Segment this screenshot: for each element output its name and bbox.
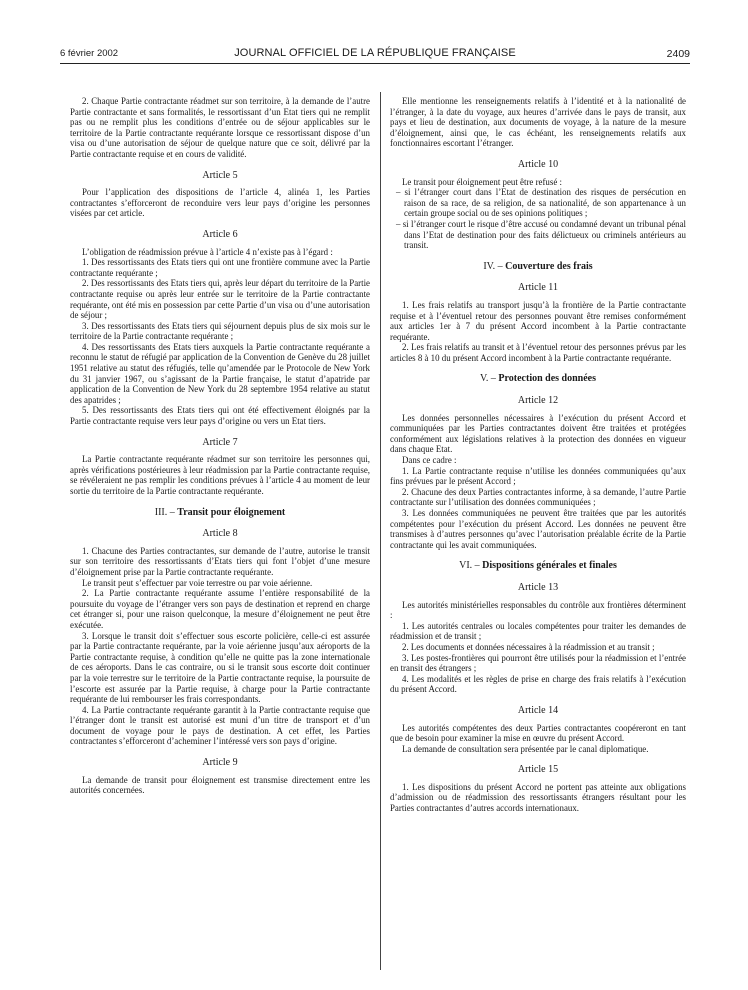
paragraph: 1. Les dispositions du présent Accord ne portent pas atteinte aux obligations d’admission ou de réadmission des ressortissants étrangers résultant pour les Parties contractantes d’autres accords internationaux. — [390, 781, 686, 814]
article-heading: Article 6 — [202, 228, 238, 240]
issue-date: 6 février 2002 — [60, 48, 119, 59]
article-heading: Article 10 — [517, 158, 559, 170]
article-heading: Article 12 — [517, 395, 559, 407]
article-heading: Article 8 — [202, 528, 238, 540]
section-number: IV. – — [483, 260, 506, 272]
page-number: 2409 — [666, 48, 690, 60]
paragraph: Le transit pour éloignement peut être refusé : — [402, 176, 562, 187]
paragraph: 1. Chacune des Parties contractantes, sur demande de l’autre, autorise le transit sur son territoire des ressortissants d’Etats tiers qui font l’objet d’une mesure d’éloignement prise par la Partie contractante requérante. — [70, 545, 370, 577]
article-heading: Article 9 — [202, 757, 238, 769]
dash-list-item: – si l’étranger court le risque d’être accusé ou condamné devant un tribunal pénal dans l’Etat de destination pour des faits délictueux ou criminels antérieurs au transit. — [396, 218, 686, 251]
paragraph: 2. Chaque Partie contractante réadmet sur son territoire, à la demande de l’autre Partie contractante et sans formalités, le ressortissant d’un Etat tiers qui ne remplit pas ou ne remplit plus les conditions d’entrée ou de séjour applicables sur le territoire de la Partie contractante requérante lorsque ce ressortissant dispose d’un visa ou d’une autorisation de séjour de quelque nature que ce soit, délivré par la Partie contractante requise et en cours de validité. — [70, 96, 370, 159]
paragraph: 4. Les modalités et les règles de prise en charge des frais relatifs à l’exécution du présent Accord. — [390, 673, 686, 695]
column-divider — [380, 92, 381, 970]
paragraph: 1. La Partie contractante requise n’utilise les données communiquées qu’aux fins prévues par le présent Accord ; — [390, 465, 686, 487]
paragraph: 2. Les frais relatifs au transit et à l’éventuel retour des personnes prévus par les articles 8 à 10 du présent Accord incombent à la Partie contractante requérante. — [390, 342, 686, 363]
paragraph: Les données personnelles nécessaires à l’exécution du présent Accord et communiquées par les Parties contractantes doivent être traitées et protégées conformément aux législations relatives à la protection des données en vigueur dans chaque Etat. — [390, 412, 686, 455]
article-heading: Article 5 — [202, 169, 238, 181]
paragraph: Les autorités compétentes des deux Parties contractantes coopéreront en tant que de besoin pour examiner la mise en œuvre du présent Accord. — [390, 722, 686, 744]
section-title: Protection des données — [498, 373, 597, 385]
section-heading — [70, 508, 370, 519]
dash-list-item: – si l’étranger court dans l’Etat de destination des risques de persécution en raison de sa race, de sa religion, de sa nationalité, de son appartenance à un certain groupe social ou de ses opinions politiques ; — [396, 187, 686, 219]
section-title: Dispositions générales et finales — [482, 560, 617, 572]
paragraph: Dans ce cadre : — [402, 455, 457, 466]
section-number: VI. – — [459, 560, 483, 572]
paragraph: Elle mentionne les renseignements relatifs à l’identité et à la nationalité de l’étranger, à la date du voyage, aux heures d’arrivée dans le pays de transit, aux pays et lieu de destination, aux documents de voyage, à la nature de la mesure d’éloignement, ainsi que, le cas échéant, les renseignements relatifs aux fonctionnaires escortant l’étranger. — [390, 96, 686, 149]
section-heading — [390, 374, 686, 385]
paragraph: 2. Des ressortissants des Etats tiers qui, après leur départ du territoire de la Partie contractante requise ou après leur entrée sur le territoire de la Partie contractante requérante, ont été mis en possession par cette Partie d’un visa ou d’une autorisation de séjour ; — [70, 278, 370, 321]
paragraph: L’obligation de réadmission prévue à l’article 4 n’existe pas à l’égard : — [82, 246, 333, 257]
article-heading: Article 14 — [517, 704, 559, 716]
paragraph: 3. Des ressortissants des Etats tiers qui séjournent depuis plus de six mois sur le territoire de la Partie contractante requérante ; — [70, 320, 370, 342]
right-column — [390, 96, 686, 814]
section-title: Couverture des frais — [505, 260, 593, 272]
paragraph: Pour l’application des dispositions de l’article 4, alinéa 1, les Parties contractantes s’efforceront de reconduire vers leur pays d’origine les personnes visées par cet article. — [70, 187, 370, 219]
section-number: V. – — [479, 373, 499, 385]
paragraph: 5. Des ressortissants des Etats tiers qui ont été effectivement éloignés par la Partie contractante requise vers leur pays d’origine ou vers un Etat tiers. — [70, 405, 370, 427]
paragraph: 1. Des ressortissants des Etats tiers qui ont une frontière commune avec la Partie contractante requérante ; — [70, 257, 370, 278]
paragraph: 2. Les documents et données nécessaires à la réadmission et au transit ; — [402, 641, 655, 652]
paragraph: 3. Lorsque le transit doit s’effectuer sous escorte policière, celle-ci est assurée par la Partie contractante requérante, par la voie aérienne jusqu’aux aéroports de la Partie contractante requise, à condition qu’elle ne quitte pas la zone internationale de ces aéroports. Dans le cas contraire, ou si le transit sous escorte doit continuer par la voie terrestre sur le territoire de la Partie contractante requise, la poursuite de l’escorte est assurée par la Partie requise, à charge pour la Partie contractante requérante de lui rembourser les frais correspondants. — [70, 630, 370, 705]
paragraph: La Partie contractante requérante réadmet sur son territoire les personnes qui, après vérifications postérieures à leur réadmission par la Partie contractante requise, se révéleraient ne pas remplir les conditions prévues à l’article 4 au moment de leur sortie du territoire de la Partie contractante requérante. — [70, 454, 370, 496]
paragraph: 3. Les données communiquées ne peuvent être traitées que par les autorités compétentes pour l’exécution du présent Accord. Les données ne peuvent être transmises à d’autres personnes qu’avec l’autorisation préalable écrite de la Partie contractante qui les avait communiquées. — [390, 508, 686, 550]
paragraph: La demande de transit pour éloignement est transmise directement entre les autorités concernées. — [70, 774, 370, 796]
paragraph: 3. Les postes-frontières qui pourront être utilisés pour la réadmission et l’entrée en transit des étrangers ; — [390, 652, 686, 674]
paragraph: 1. Les frais relatifs au transport jusqu’à la frontière de la Partie contractante requise et à l’éventuel retour des personnes pouvant être remises conformément aux articles 1er à 7 du présent Accord incombent à la Partie contractante requérante. — [390, 299, 686, 342]
section-heading — [390, 262, 686, 273]
page-header — [60, 44, 690, 64]
header-rule — [60, 63, 690, 64]
section-title: Transit pour éloignement — [177, 506, 286, 518]
article-heading: Article 7 — [202, 436, 238, 448]
paragraph: 1. Les autorités centrales ou locales compétentes pour traiter les demandes de réadmission et de transit ; — [390, 620, 686, 642]
paragraph: Les autorités ministérielles responsables du contrôle aux frontières déterminent : — [390, 599, 686, 621]
left-column — [70, 96, 370, 796]
paragraph: 4. Des ressortissants des Etats tiers auxquels la Partie contractante requérante a reconnu le statut de réfugié par application de la Convention de Genève du 28 juillet 1951 relative au statut des réfugiés, telle qu’amendée par le Protocole de New York du 31 janvier 1967, ou s’agissant de la Partie française, le statut d’apatride par application de la Convention de New York du 28 septembre 1954 relative au statut des apatrides ; — [70, 341, 370, 405]
paragraph: 2. Chacune des deux Parties contractantes informe, à sa demande, l’autre Partie contractante sur l’utilisation des données communiquées ; — [390, 486, 686, 508]
paragraph: 2. La Partie contractante requérante assume l’entière responsabilité de la poursuite du voyage de l’étranger vers son pays de destination et reprend en charge cet étranger si, pour une raison quelconque, la mesure d’éloignement ne peut être exécutée. — [70, 588, 370, 630]
journal-title: JOURNAL OFFICIEL DE LA RÉPUBLIQUE FRANÇAISE — [234, 47, 516, 59]
paragraph: La demande de consultation sera présentée par le canal diplomatique. — [402, 743, 649, 754]
section-heading — [390, 561, 686, 572]
article-heading: Article 11 — [518, 282, 558, 294]
paragraph: 4. La Partie contractante requérante garantit à la Partie contractante requise que l’étranger dont le transit est autorisé est muni d’un titre de transport et d’un document de voyage pour le pays de destination. A cet effet, les Parties contractantes s’efforceront d’acheminer l’intéressé vers son pays d’origine. — [70, 704, 370, 747]
article-heading: Article 15 — [517, 764, 559, 776]
section-number: III. – — [154, 506, 178, 518]
article-heading: Article 13 — [517, 581, 559, 593]
paragraph: Le transit peut s’effectuer par voie terrestre ou par voie aérienne. — [82, 577, 313, 588]
